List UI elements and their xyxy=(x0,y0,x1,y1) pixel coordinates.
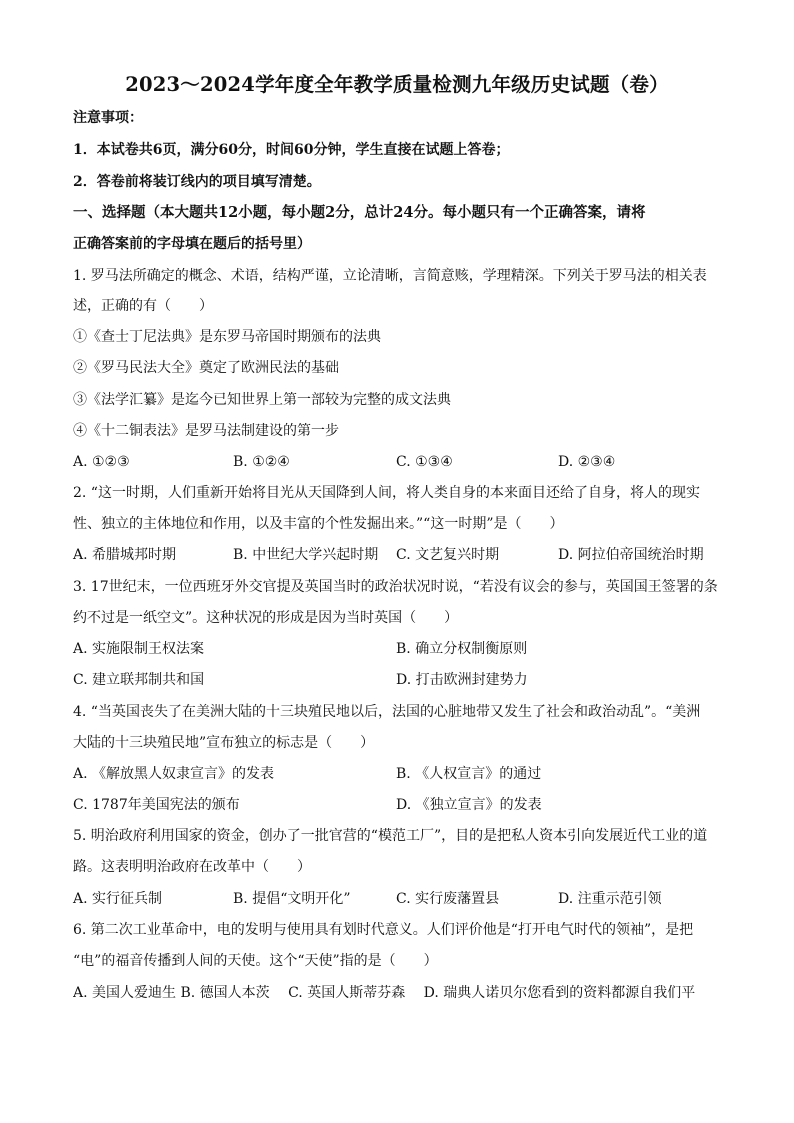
question-6-stem: 6. 第二次工业革命中，电的发明与使用具有划时代意义。人们评价他是“打开电气时代的领袖”，是把 xyxy=(73,922,694,938)
question-1-option-b: B. ①②④ xyxy=(233,454,290,470)
question-2-option-b: B. 中世纪大学兴起时期 xyxy=(233,547,379,563)
question-4-option-c: C. 1787年美国宪法的颁布 xyxy=(73,797,240,813)
question-3-stem: 3. 17世纪末，一位西班牙外交官提及英国当时的政治状况时说，“若没有议会的参与，英国国王签署的条 xyxy=(73,579,718,595)
question-1-option-c: C. ①③④ xyxy=(396,454,453,470)
notice-item: 1．本试卷共6页，满分60分，时间60分钟，学生直接在试题上答卷； xyxy=(73,142,510,158)
question-2-option-d: D. 阿拉伯帝国统治时期 xyxy=(558,547,704,563)
page-title: 2023～2024学年度全年教学质量检测九年级历史试题（卷） xyxy=(125,73,669,96)
question-5-stem-cont: 路。这表明明治政府在改革中（ ） xyxy=(73,859,311,875)
notice-heading: 注意事项： xyxy=(73,110,143,126)
question-6-options: A. 美国人爱迪生 B. 德国人本茨 C. 英国人斯蒂芬森 D. 瑞典人诺贝尔您看到的资料都源自我们平 xyxy=(73,985,696,1001)
question-3-option-b: B. 确立分权制衡原则 xyxy=(396,641,528,657)
question-2-stem-cont: 性、独立的主体地位和作用，以及丰富的个性发掘出来。”“这一时期”是（ ） xyxy=(73,516,564,532)
question-3-option-a: A. 实施限制王权法案 xyxy=(73,641,205,657)
question-5-option-d: D. 注重示范引领 xyxy=(558,891,662,907)
question-1-statement: ④《十二铜表法》是罗马法制建设的第一步 xyxy=(73,423,339,439)
question-5-option-b: B. 提倡“文明开化” xyxy=(233,891,351,907)
section-heading-cont: 正确答案前的字母填在题后的括号里） xyxy=(73,236,311,252)
question-3-stem-cont: 约不过是一纸空文”。这种状况的形成是因为当时英国（ ） xyxy=(73,610,459,626)
question-2-stem: 2. “这一时期，人们重新开始将目光从天国降到人间，将人类自身的本来面目还给了自身，将人的现实 xyxy=(73,485,700,501)
question-5-stem: 5. 明治政府利用国家的资金，创办了一批官营的“模范工厂”，目的是把私人资本引向发展近代工业的道 xyxy=(73,828,708,844)
question-1-statement: ③《法学汇纂》是迄今已知世界上第一部较为完整的成文法典 xyxy=(73,392,451,408)
question-6-stem-cont: “电”的福音传播到人间的天使。这个“天使”指的是（ ） xyxy=(73,953,438,969)
question-1-option-a: A. ①②③ xyxy=(73,454,130,470)
question-2-option-a: A. 希腊城邦时期 xyxy=(73,547,177,563)
question-1-statement: ②《罗马民法大全》奠定了欧洲民法的基础 xyxy=(73,360,339,376)
question-1-option-d: D. ②③④ xyxy=(558,454,616,470)
question-4-stem: 4. “当英国丧失了在美洲大陆的十三块殖民地以后，法国的心脏地带又发生了社会和政治动乱”。“美洲 xyxy=(73,704,701,720)
question-5-option-c: C. 实行废藩置县 xyxy=(396,891,500,907)
section-heading: 一、选择题（本大题共12小题，每小题2分，总计24分。每小题只有一个正确答案，请将 xyxy=(73,204,646,221)
question-1-stem: 1. 罗马法所确定的概念、术语，结构严谨，立论清晰，言简意赅，学理精深。下列关于罗马法的相关表 xyxy=(73,268,707,284)
question-4-option-a: A. 《解放黑人奴隶宣言》的发表 xyxy=(73,766,275,782)
question-2-option-c: C. 文艺复兴时期 xyxy=(396,547,500,563)
question-1-stem-cont: 述，正确的有（ ） xyxy=(73,298,213,314)
question-4-stem-cont: 大陆的十三块殖民地”宣布独立的标志是（ ） xyxy=(73,735,375,751)
question-3-option-d: D. 打击欧洲封建势力 xyxy=(396,672,528,688)
notice-item: 2．答卷前将装订线内的项目填写清楚。 xyxy=(73,174,321,190)
question-5-option-a: A. 实行征兵制 xyxy=(73,891,163,907)
question-4-option-b: B. 《人权宣言》的通过 xyxy=(396,766,542,782)
question-1-statement: ①《查士丁尼法典》是东罗马帝国时期颁布的法典 xyxy=(73,329,381,345)
question-4-option-d: D. 《独立宣言》的发表 xyxy=(396,797,542,813)
question-3-option-c: C. 建立联邦制共和国 xyxy=(73,672,205,688)
